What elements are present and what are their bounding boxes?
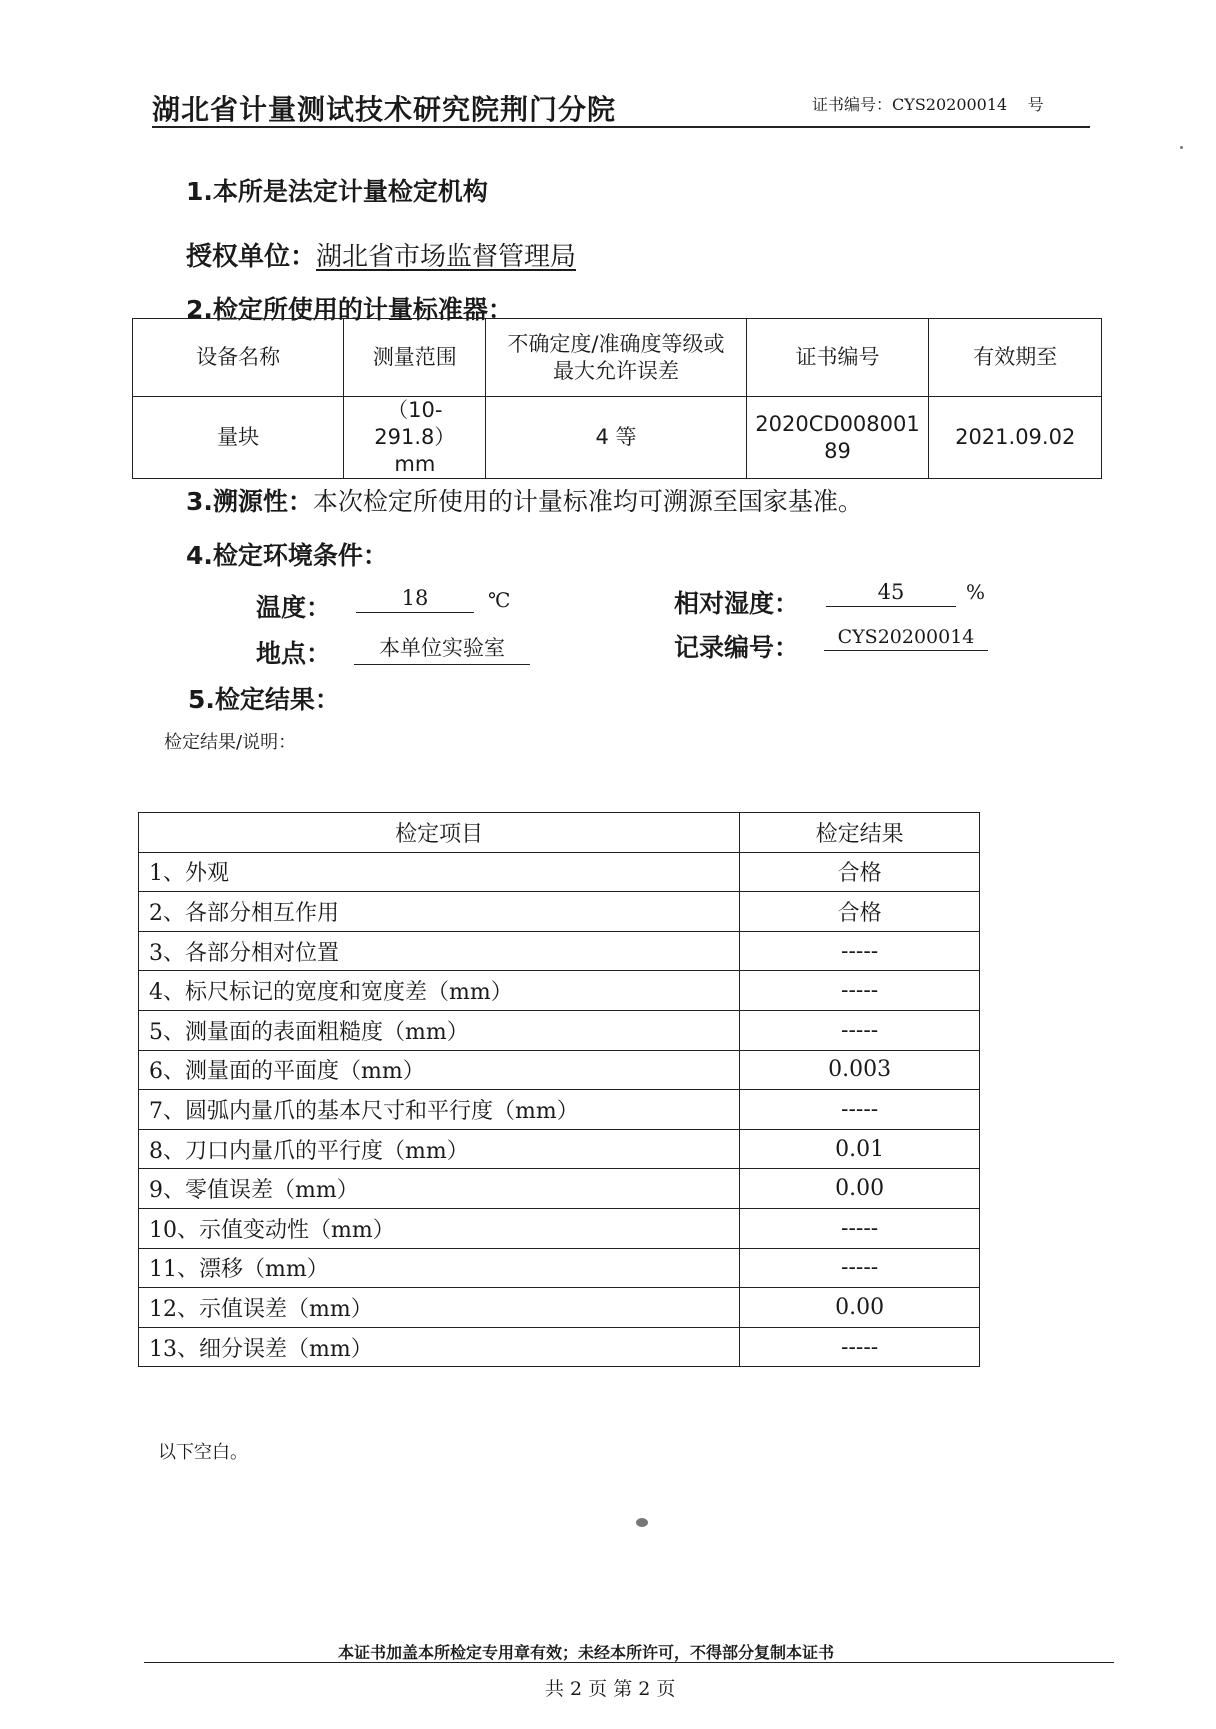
humidity-value: 45 xyxy=(826,580,956,607)
temperature-label: 温度： xyxy=(256,593,332,622)
humidity-unit: % xyxy=(966,580,986,604)
item-label: 10、示值变动性（mm） xyxy=(139,1208,740,1248)
results-subtitle: 检定结果/说明： xyxy=(164,732,297,753)
table-row xyxy=(139,852,980,892)
humidity-label: 相对湿度： xyxy=(674,589,800,618)
col-header-item: 检定项目 xyxy=(139,813,740,853)
record-value: CYS20200014 xyxy=(824,626,988,651)
section1-title: 1.本所是法定计量检定机构 xyxy=(186,177,488,206)
std-valid-until: 2021.09.02 xyxy=(929,397,1102,479)
temperature-unit: ℃ xyxy=(488,588,511,612)
header-divider xyxy=(152,126,1090,128)
item-result: ----- xyxy=(740,931,980,971)
end-note: 以下空白。 xyxy=(158,1442,248,1463)
table-row xyxy=(139,1050,980,1090)
col-header-result: 检定结果 xyxy=(740,813,980,853)
item-label: 5、测量面的表面粗糙度（mm） xyxy=(139,1010,740,1050)
footer-divider xyxy=(144,1662,1114,1663)
table-row xyxy=(139,1327,980,1367)
scan-speck xyxy=(636,1518,648,1527)
results-header-row xyxy=(139,813,980,853)
item-result: ----- xyxy=(740,971,980,1011)
cert-label: 证书编号： xyxy=(812,95,893,114)
results-table xyxy=(138,812,980,1367)
location-label: 地点： xyxy=(256,639,332,668)
item-result: 合格 xyxy=(740,892,980,932)
std-cert-no: 2020CD00800189 xyxy=(746,397,929,479)
item-result: 0.00 xyxy=(740,1288,980,1328)
table-row xyxy=(139,1288,980,1328)
temperature-value: 18 xyxy=(356,586,474,613)
item-label: 8、刀口内量爪的平行度（mm） xyxy=(139,1129,740,1169)
table-row xyxy=(139,971,980,1011)
col-header-range: 测量范围 xyxy=(344,319,486,397)
section2-title: 2.检定所使用的计量标准器： xyxy=(186,295,513,324)
table-row xyxy=(139,1010,980,1050)
section4-title: 4.检定环境条件： xyxy=(186,541,388,570)
col-header-valid: 有效期至 xyxy=(929,319,1102,397)
table-row xyxy=(139,1129,980,1169)
col-header-accuracy: 不确定度/准确度等级或最大允许误差 xyxy=(486,319,746,397)
institute-title: 湖北省计量测试技术研究院荆门分院 xyxy=(152,93,617,126)
table-row xyxy=(139,1208,980,1248)
item-result: ----- xyxy=(740,1208,980,1248)
section3-title: 3.溯源性： xyxy=(186,487,313,516)
table-row xyxy=(139,1248,980,1288)
item-result: ----- xyxy=(740,1090,980,1130)
item-label: 6、测量面的平面度（mm） xyxy=(139,1050,740,1090)
authorization-line xyxy=(186,236,576,273)
page-number: 共 2 页 第 2 页 xyxy=(545,1678,676,1700)
table-row xyxy=(139,931,980,971)
table-row xyxy=(139,1090,980,1130)
item-result: ----- xyxy=(740,1010,980,1050)
auth-label: 授权单位： xyxy=(186,242,317,272)
standards-row xyxy=(133,397,1102,479)
std-accuracy: 4 等 xyxy=(486,397,746,479)
item-label: 3、各部分相对位置 xyxy=(139,931,740,971)
standards-table xyxy=(132,318,1102,479)
item-result: ----- xyxy=(740,1248,980,1288)
col-header-cert: 证书编号 xyxy=(746,319,929,397)
item-result: ----- xyxy=(740,1327,980,1367)
item-label: 12、示值误差（mm） xyxy=(139,1288,740,1328)
item-label: 9、零值误差（mm） xyxy=(139,1169,740,1209)
item-result: 合格 xyxy=(740,852,980,892)
item-result: 0.003 xyxy=(740,1050,980,1090)
auth-value: 湖北省市场监督管理局 xyxy=(316,242,577,272)
cert-suffix: 号 xyxy=(1027,95,1044,114)
scan-speck xyxy=(1180,146,1183,149)
item-label: 7、圆弧内量爪的基本尺寸和平行度（mm） xyxy=(139,1090,740,1130)
item-label: 1、外观 xyxy=(139,852,740,892)
location-value: 本单位实验室 xyxy=(354,632,530,665)
item-label: 11、漂移（mm） xyxy=(139,1248,740,1288)
item-label: 4、标尺标记的宽度和宽度差（mm） xyxy=(139,971,740,1011)
item-result: 0.01 xyxy=(740,1129,980,1169)
traceability-line xyxy=(186,482,863,518)
table-row xyxy=(139,1169,980,1209)
record-label: 记录编号： xyxy=(674,633,800,662)
cert-number-value: CYS20200014 xyxy=(892,95,1008,114)
certificate-number xyxy=(812,92,1044,115)
item-label: 2、各部分相互作用 xyxy=(139,892,740,932)
standards-header-row xyxy=(133,319,1102,397)
std-range: （10-291.8）mm xyxy=(344,397,486,479)
std-name: 量块 xyxy=(133,397,344,479)
col-header-name: 设备名称 xyxy=(133,319,344,397)
item-result: 0.00 xyxy=(740,1169,980,1209)
item-label: 13、细分误差（mm） xyxy=(139,1327,740,1367)
table-row xyxy=(139,892,980,932)
traceability-text: 本次检定所使用的计量标准均可溯源至国家基准。 xyxy=(312,487,863,516)
section5-title: 5.检定结果： xyxy=(188,685,340,714)
footer-note: 本证书加盖本所检定专用章有效；未经本所许可，不得部分复制本证书 xyxy=(338,1643,835,1662)
